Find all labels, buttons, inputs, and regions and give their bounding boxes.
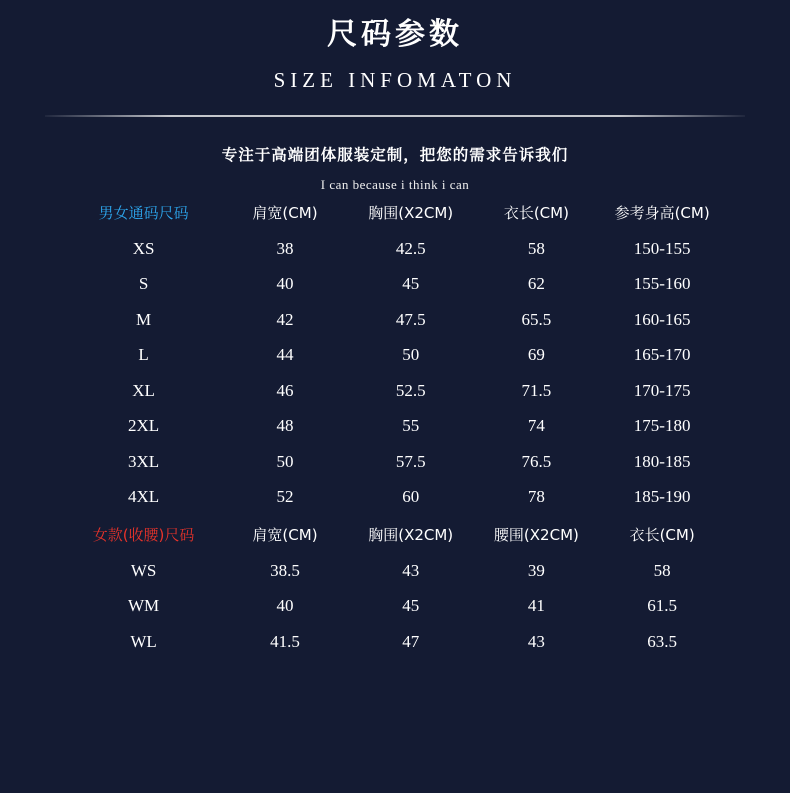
women-size-table [65, 515, 725, 660]
cell-waist: 41 [527, 596, 545, 616]
column-header-shoulder: 肩宽(CM) [252, 525, 318, 544]
cell-chest: 60 [402, 487, 420, 507]
cell-length: 65.5 [521, 309, 552, 329]
cell-length: 61.5 [647, 596, 677, 616]
cell-height: 180-185 [633, 451, 691, 471]
cell-chest: 45 [402, 596, 420, 616]
cell-chest: 57.5 [395, 451, 426, 471]
column-header-height: 参考身高(CM) [614, 203, 710, 222]
column-header-chest: 胸围(X2CM) [368, 203, 454, 222]
cell-size: M [136, 309, 152, 329]
table-row [65, 267, 725, 303]
cell-shoulder: 42 [276, 309, 294, 329]
table-header-row [65, 515, 725, 553]
cell-size: WS [130, 560, 157, 580]
column-header-length: 衣长(CM) [629, 525, 695, 544]
column-header-waist: 腰围(X2CM) [493, 525, 579, 544]
cell-chest: 55 [402, 416, 420, 436]
table-row [65, 338, 725, 374]
table-row [65, 480, 725, 516]
header-divider [45, 115, 745, 117]
slogan-english: I can because i think i can [320, 177, 470, 192]
cell-length: 76.5 [521, 451, 552, 471]
cell-shoulder: 50 [276, 451, 294, 471]
cell-waist: 39 [527, 560, 545, 580]
table-row [65, 553, 725, 589]
table-header-row [65, 193, 725, 231]
cell-size: WM [127, 596, 160, 616]
cell-size: S [138, 274, 149, 294]
table-row [65, 589, 725, 625]
cell-size: 3XL [127, 451, 160, 471]
column-header-size: 女款(收腰)尺码 [92, 525, 195, 544]
cell-chest: 47.5 [395, 309, 426, 329]
cell-shoulder: 38.5 [270, 560, 300, 580]
cell-size: XS [132, 238, 155, 258]
cell-size: XL [132, 380, 155, 400]
cell-chest: 50 [402, 345, 420, 365]
table-row [65, 624, 725, 660]
cell-length: 71.5 [521, 380, 552, 400]
cell-length: 58 [527, 238, 545, 258]
cell-height: 160-165 [633, 309, 691, 329]
cell-length: 58 [653, 560, 671, 580]
page-header [0, 0, 790, 93]
cell-waist: 43 [527, 631, 545, 651]
table-row [65, 231, 725, 267]
cell-shoulder: 40 [276, 274, 294, 294]
unisex-size-table [65, 193, 725, 515]
cell-shoulder: 48 [276, 416, 294, 436]
cell-height: 155-160 [633, 274, 691, 294]
cell-length: 63.5 [647, 631, 677, 651]
cell-length: 74 [527, 416, 545, 436]
page-subtitle: SIZE INFOMATON [273, 68, 517, 92]
slogan-chinese: 专注于高端团体服装定制，把您的需求告诉我们 [221, 146, 569, 164]
cell-height: 175-180 [633, 416, 691, 436]
cell-chest: 47 [402, 631, 420, 651]
cell-shoulder: 46 [276, 380, 294, 400]
column-header-length: 衣长(CM) [503, 203, 569, 222]
cell-height: 170-175 [633, 380, 691, 400]
page-title: 尺码参数 [327, 17, 463, 52]
cell-chest: 45 [402, 274, 420, 294]
cell-height: 165-170 [633, 345, 691, 365]
cell-size: WL [130, 631, 157, 651]
cell-size: 2XL [127, 416, 160, 436]
cell-length: 78 [527, 487, 545, 507]
cell-shoulder: 44 [276, 345, 294, 365]
cell-height: 185-190 [633, 487, 691, 507]
cell-shoulder: 38 [276, 238, 294, 258]
cell-chest: 43 [402, 560, 420, 580]
cell-size: 4XL [127, 487, 160, 507]
column-header-shoulder: 肩宽(CM) [252, 203, 318, 222]
table-row [65, 409, 725, 445]
cell-shoulder: 41.5 [270, 631, 300, 651]
cell-length: 62 [527, 274, 545, 294]
column-header-chest: 胸围(X2CM) [368, 525, 454, 544]
cell-shoulder: 52 [276, 487, 294, 507]
cell-size: L [138, 345, 149, 365]
cell-chest: 52.5 [395, 380, 426, 400]
table-row [65, 373, 725, 409]
table-row [65, 302, 725, 338]
cell-chest: 42.5 [395, 238, 426, 258]
cell-height: 150-155 [633, 238, 691, 258]
cell-length: 69 [527, 345, 545, 365]
table-row [65, 444, 725, 480]
column-header-size: 男女通码尺码 [98, 203, 189, 222]
cell-shoulder: 40 [276, 596, 294, 616]
